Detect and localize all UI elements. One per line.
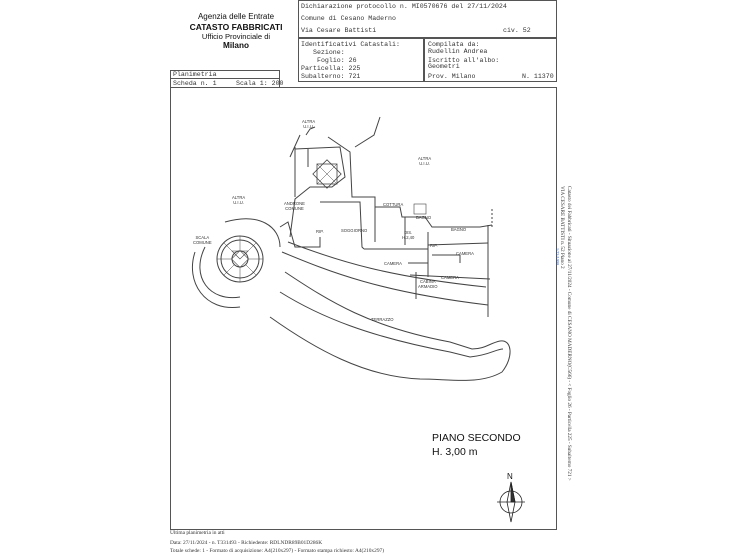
scala-label: Scala 1: 200 bbox=[236, 80, 284, 87]
planimetria-title: Planimetria bbox=[173, 71, 217, 78]
room-camera-1: CAMERA bbox=[456, 251, 474, 256]
level-label: PIANO SECONDO bbox=[432, 432, 521, 444]
room-rip-1: RIP. bbox=[316, 229, 324, 234]
n-value: 11370 bbox=[533, 73, 554, 80]
room-androne: ANDRONE COMUNE bbox=[284, 201, 305, 211]
prov-label: Prov. Milano bbox=[428, 73, 476, 80]
north-arrow-icon bbox=[497, 482, 525, 522]
agency-block bbox=[177, 12, 295, 51]
room-terrazzo: TERRAZZO bbox=[371, 317, 394, 322]
particella-value: 225 bbox=[348, 65, 361, 72]
height-label: H. 3,00 m bbox=[432, 446, 478, 458]
protocol-del: del bbox=[451, 3, 464, 10]
particella-label: Particella: bbox=[301, 65, 345, 72]
catasto-title: CATASTO FABBRICATI bbox=[189, 21, 283, 32]
room-bagno-1: BAGNO bbox=[416, 215, 432, 220]
protocol-date: 27/11/2024 bbox=[467, 3, 507, 10]
room-scala: SCALA COMUNE bbox=[193, 235, 212, 245]
north-label: N bbox=[507, 472, 513, 481]
iscritto-label: Iscritto all'albo: bbox=[428, 57, 500, 64]
room-disimpegno: DIS. H.2,40 bbox=[402, 230, 415, 240]
room-altra-uiu-left: ALTRA U.I.U. bbox=[232, 195, 246, 205]
room-altra-uiu-right: ALTRA U.I.U. bbox=[418, 156, 432, 166]
via-label: Via Cesare Battisti bbox=[301, 27, 377, 34]
ufficio-label: Ufficio Provinciale di bbox=[201, 31, 271, 41]
side-small-text: 1/23/1000 bbox=[555, 248, 560, 265]
albo-value: Geometri bbox=[428, 63, 460, 70]
side-text-line-2: VIA CESARE BATTISTI n. 52 Piano 2 bbox=[559, 186, 565, 269]
civ-number: 52 bbox=[522, 27, 531, 34]
subalterno-value: 721 bbox=[348, 73, 361, 80]
foglio-line bbox=[317, 57, 357, 64]
room-camera-3: CAMERA bbox=[441, 275, 459, 280]
footer-totale: Totale schede: 1 - Formato di acquisizione: A4(210x297) - Formato stampa richiesto: A4(210x297) bbox=[170, 548, 385, 554]
ufficio-city: Milano bbox=[223, 40, 249, 50]
particella-line bbox=[301, 65, 360, 72]
agency-name: Agenzia delle Entrate bbox=[197, 12, 275, 21]
subalterno-label: Subalterno: bbox=[301, 73, 345, 80]
n-line bbox=[522, 73, 554, 80]
n-label: N. bbox=[522, 73, 530, 80]
civ-line bbox=[503, 27, 531, 34]
room-cottura: COTTURA bbox=[383, 202, 404, 207]
room-camera-2: CAMERA bbox=[384, 261, 402, 266]
protocol-number: MI0570676 bbox=[411, 3, 448, 10]
room-rip-2: RIP. bbox=[430, 243, 438, 248]
foglio-label: Foglio: bbox=[317, 57, 345, 64]
room-cabina: CABINA ARMADIO bbox=[418, 279, 438, 289]
room-soggiorno: SOGGIORNO bbox=[341, 228, 368, 233]
protocol-label: Dichiarazione protocollo n. bbox=[301, 3, 408, 10]
comune-label: Comune di Cesano Maderno bbox=[301, 15, 396, 22]
planimetria-divider bbox=[170, 78, 280, 79]
sezione-label: Sezione: bbox=[313, 49, 345, 56]
identificativi-title: Identificativi Catastali: bbox=[301, 41, 400, 48]
floor-plan bbox=[170, 87, 557, 530]
subalterno-line bbox=[301, 73, 360, 80]
footer-data: Data: 27/11/2024 - n. T331493 - Richiedente: RDLNDR89B01D286K bbox=[170, 540, 323, 546]
foglio-value: 26 bbox=[348, 57, 357, 64]
scheda-label: Scheda n. 1 bbox=[173, 80, 217, 87]
compilata-name: Rudellin Andrea bbox=[428, 48, 488, 55]
compilata-title: Compilata da: bbox=[428, 41, 480, 48]
protocol-line bbox=[301, 3, 507, 10]
room-bagno-2: BAGNO bbox=[451, 227, 467, 232]
footer-ultima: Ultima planimetria in atti bbox=[170, 530, 225, 536]
side-text-line-1: Catasto dei Fabbricati - Situazione al 27/11/2024 - Comune di CESANO MADERNO(C566) - < Foglio 26 - Particella 225 - Subalterno 721 > bbox=[566, 186, 572, 481]
civ-label: civ. bbox=[503, 27, 519, 34]
room-altra-uiu-top: ALTRA U.I.U. bbox=[302, 119, 316, 129]
